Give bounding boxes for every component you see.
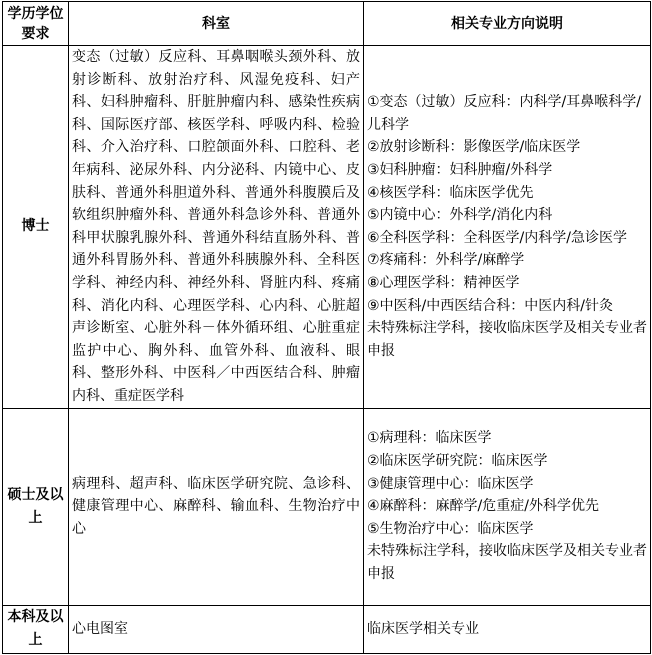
row-departments-master: 病理科、超声科、临床医学研究院、急诊科、健康管理中心、麻醉科、输血科、生物治疗中心 [69, 408, 364, 605]
requirements-table [2, 1, 651, 654]
direction-line: ⑧心理医学科：精神医学 [367, 274, 520, 291]
row-directions-phd [364, 46, 651, 409]
table-row [3, 605, 651, 653]
row-level-master: 硕士及以上 [3, 408, 69, 605]
direction-line: ④核医学科：临床医学优先 [367, 184, 534, 201]
row-level-bachelor: 本科及以上 [3, 605, 69, 653]
header-direction: 相关专业方向说明 [364, 2, 651, 46]
direction-line: ②放射诊断科：影像医学/临床医学 [367, 139, 581, 156]
direction-line: ⑤内镜中心：外科学/消化内科 [367, 207, 553, 224]
direction-line: ②临床医学研究院：临床医学 [367, 453, 548, 470]
table-row [3, 46, 651, 409]
direction-line: 未特殊标注学科，接收临床医学及相关专业者申报 [367, 320, 647, 359]
direction-line: ⑨中医科/中西医结合科：中医内科/针灸 [367, 297, 613, 314]
direction-line: ⑥全科医学科：全科医学/内科学/急诊医学 [367, 229, 627, 246]
direction-line: ⑦疼痛科：外科学/麻醉学 [367, 252, 525, 269]
row-level-phd: 博士 [3, 46, 69, 409]
direction-line: ③健康管理中心：临床医学 [367, 475, 534, 492]
direction-line: ①病理科：临床医学 [367, 430, 492, 447]
row-departments-bachelor: 心电图室 [69, 605, 364, 653]
table-header-row [3, 2, 651, 46]
direction-line: ③妇科肿瘤：妇科肿瘤/外科学 [367, 161, 553, 178]
row-directions-master [364, 408, 651, 605]
row-directions-bachelor [364, 605, 651, 653]
direction-line: 未特殊标注学科，接收临床医学及相关专业者申报 [367, 543, 647, 582]
direction-line: 临床医学相关专业 [367, 620, 479, 637]
header-level: 学历学位要求 [3, 2, 69, 46]
table-row [3, 408, 651, 605]
direction-line: ①变态（过敏）反应科：内科学/耳鼻喉科学/儿科学 [367, 94, 641, 133]
direction-line: ⑤生物治疗中心：临床医学 [367, 520, 534, 537]
direction-line: ④麻醉科：麻醉学/危重症/外科学优先 [367, 498, 599, 515]
header-department: 科室 [69, 2, 364, 46]
row-departments-phd: 变态（过敏）反应科、耳鼻咽喉头颈外科、放射诊断科、放射治疗科、风湿免疫科、妇产科、妇科肿瘤科、肝脏肿瘤内科、感染性疾病科、国际医疗部、核医学科、呼吸内科、检验科、介入治疗科、口腔颌面外科、口腔科、老年病科、泌尿外科、内分泌科、内镜中心、皮肤科、普通外科胆道外科、普通外科腹膜后及软组织肿瘤外科、普通外科急诊外科、普通外科甲状腺乳腺外科、普通外科结直肠外科、普通外科胃肠外科、普通外科胰腺外科、全科医学科、神经内科、神经外科、肾脏内科、疼痛科、消化内科、心理医学科、心内科、心脏超声诊断室、心脏外科－体外循环组、心脏重症监护中心、胸外科、血管外科、血液科、眼科、整形外科、中医科／中西医结合科、肿瘤内科、重症医学科 [69, 46, 364, 409]
